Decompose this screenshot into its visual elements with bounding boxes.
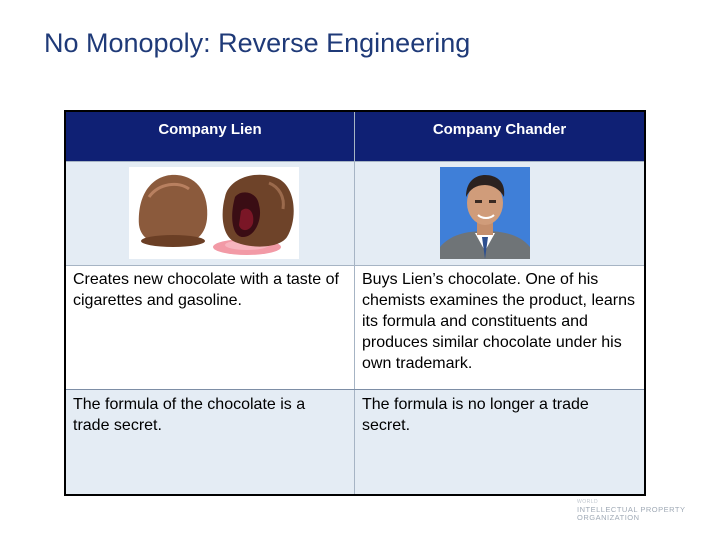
row-divider	[66, 265, 644, 266]
image-cell-lien	[66, 161, 354, 265]
column-divider	[354, 112, 355, 494]
wipo-logo: WORLD INTELLECTUAL PROPERTY ORGANIZATION	[577, 499, 686, 522]
man-portrait-image	[440, 167, 530, 259]
row-divider	[66, 161, 644, 162]
lien-action-text: Creates new chocolate with a taste of cigarettes and gasoline.	[73, 271, 339, 309]
chocolate-image	[129, 167, 299, 259]
image-cell-chander	[355, 161, 644, 265]
row-divider	[66, 389, 644, 390]
slide-title: No Monopoly: Reverse Engineering	[44, 28, 471, 58]
chander-status-text: The formula is no longer a trade secret.	[355, 390, 644, 494]
header-company-chander: Company Chander	[355, 112, 644, 161]
comparison-table	[64, 110, 646, 496]
header-company-lien: Company Lien	[66, 112, 354, 161]
lien-status-text: The formula of the chocolate is a trade secret.	[66, 390, 354, 494]
chander-action-text: Buys Lien’s chocolate. One of his chemists examines the product, learns its formula and constituents and produces similar chocolate under his own trademark.	[362, 271, 636, 372]
